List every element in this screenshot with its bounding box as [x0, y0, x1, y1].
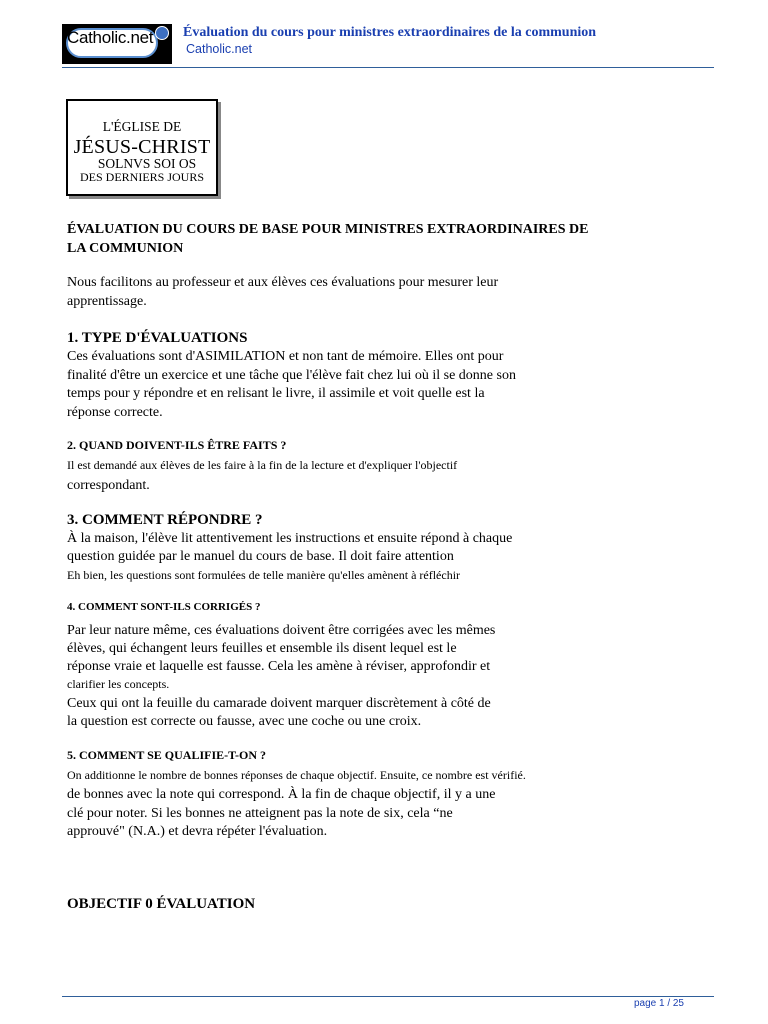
intro-line-2: apprentissage. — [67, 294, 147, 309]
section-4-heading: 4. COMMENT SONT-ILS CORRIGÉS ? — [67, 601, 261, 613]
section-2-heading: 2. QUAND DOIVENT-ILS ÊTRE FAITS ? — [67, 438, 287, 452]
section-3-heading: 3. COMMENT RÉPONDRE ? — [67, 512, 263, 528]
header-divider — [62, 67, 714, 68]
church-logo-line-4: DES DERNIERS JOURS — [79, 170, 205, 184]
main-heading-line-2: LA COMMUNION — [67, 241, 184, 256]
catholic-net-logo[interactable] — [62, 24, 172, 64]
church-logo-line-1: L'ÉGLISE DE — [102, 119, 182, 134]
section-4-line-4: clarifier les concepts. — [67, 677, 170, 691]
section-5-line-1: On additionne le nombre de bonnes réponses de chaque objectif. Ensuite, ce nombre est vérifié. — [67, 768, 526, 782]
section-5-line-4: approuvé" (N.A.) et devra répéter l'évaluation. — [67, 824, 328, 839]
footer-divider — [62, 996, 714, 997]
section-4-line-5: Ceux qui ont la feuille du camarade doivent marquer discrètement à côté de — [67, 696, 491, 711]
document-title[interactable]: Évaluation du cours pour ministres extraordinaires de la communion — [183, 25, 597, 40]
section-5-line-3: clé pour noter. Si les bonnes ne atteignent pas la note de six, cela “ne — [67, 806, 453, 821]
section-4-line-1: Par leur nature même, ces évaluations doivent être corrigées avec les mêmes — [67, 623, 496, 638]
section-4-line-3: réponse vraie et laquelle est fausse. Cela les amène à réviser, approfondir et — [67, 659, 491, 674]
section-4-line-2: élèves, qui échangent leurs feuilles et ensemble ils disent lequel est le — [67, 641, 457, 656]
section-3-line-2: question guidée par le manuel du cours de base. Il doit faire attention — [67, 549, 454, 564]
church-logo-line-2: JÉSUS-CHRIST — [73, 136, 211, 158]
section-3-line-1: À la maison, l'élève lit attentivement les instructions et ensuite répond à chaque — [67, 531, 513, 546]
section-1-heading: 1. TYPE D'ÉVALUATIONS — [67, 330, 248, 346]
logo-globe-icon — [155, 26, 169, 40]
church-logo-line-3: SOLNVS SOI OS — [97, 156, 197, 171]
section-1-line-3: temps pour y répondre et en relisant le livre, il assimile et voit quelle est la — [67, 386, 485, 401]
page-number: page 1 / 25 — [633, 998, 684, 1009]
intro-line-1: Nous facilitons au professeur et aux élèves ces évaluations pour mesurer leur — [67, 275, 499, 290]
logo-text: Catholic.net — [67, 28, 154, 47]
church-logo-image — [66, 99, 218, 196]
section-2-line-1: Il est demandé aux élèves de les faire à la fin de la lecture et d'expliquer l'objectif — [67, 458, 458, 472]
objective-heading: OBJECTIF 0 ÉVALUATION — [67, 896, 256, 912]
section-3-line-3: Eh bien, les questions sont formulées de telle manière qu'elles amènent à réfléchir — [67, 568, 461, 582]
section-2-line-2: correspondant. — [67, 478, 150, 493]
section-1-line-4: réponse correcte. — [67, 405, 163, 420]
main-heading-line-1: ÉVALUATION DU COURS DE BASE POUR MINISTRES EXTRAORDINAIRES DE — [67, 222, 589, 237]
site-name[interactable]: Catholic.net — [186, 42, 253, 56]
section-1-line-1: Ces évaluations sont d'ASIMILATION et non tant de mémoire. Elles ont pour — [67, 349, 504, 364]
section-5-line-2: de bonnes avec la note qui correspond. À la fin de chaque objectif, il y a une — [67, 787, 496, 802]
section-5-heading: 5. COMMENT SE QUALIFIE-T-ON ? — [67, 748, 267, 762]
section-1-line-2: finalité d'être un exercice et une tâche que l'élève fait chez lui où il se donne son — [67, 368, 516, 383]
section-4-line-6: la question est correcte ou fausse, avec une coche ou une croix. — [67, 714, 422, 729]
